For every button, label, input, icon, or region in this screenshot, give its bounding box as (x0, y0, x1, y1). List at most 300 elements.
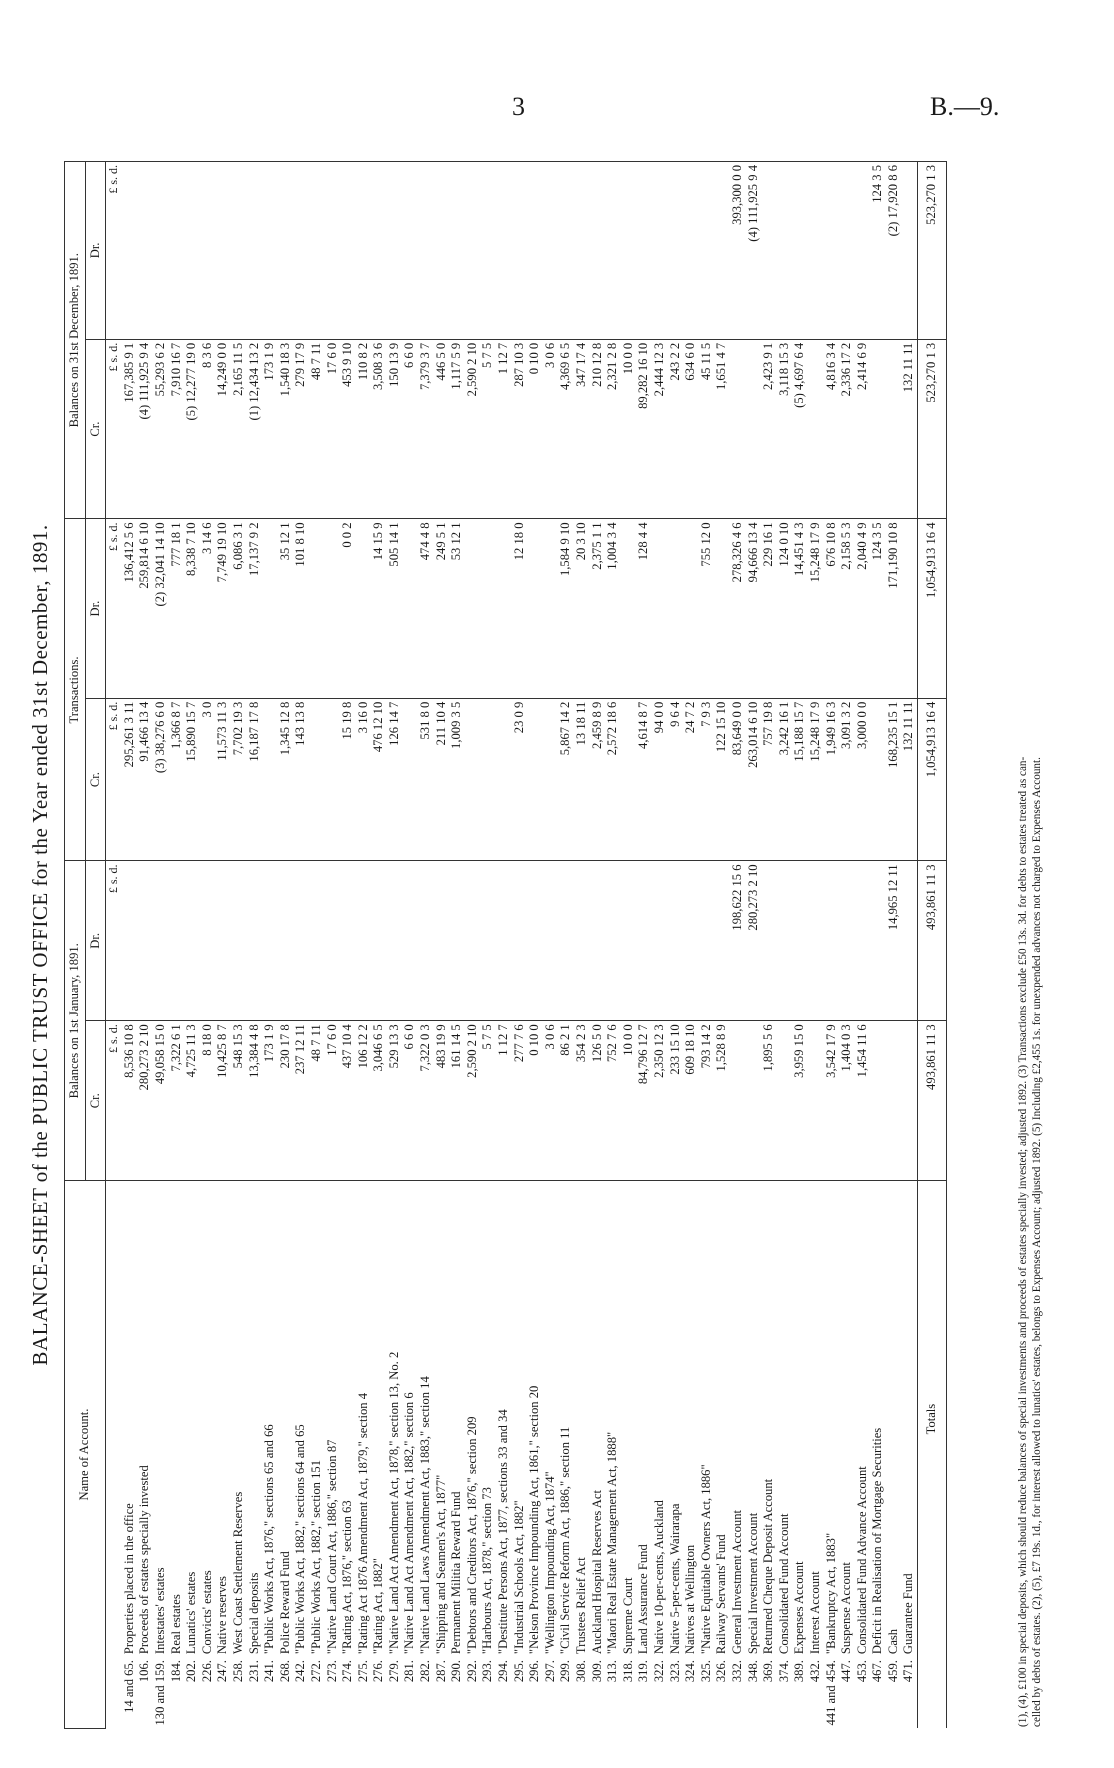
amount-ccr: 287 10 3 (512, 339, 528, 519)
amount-tcr: 476 12 10 (371, 698, 387, 861)
amount-ocr: 4,725 11 3 (184, 1021, 200, 1181)
amount-odr (356, 861, 372, 1021)
table-row (730, 162, 746, 1729)
amount-odr (543, 861, 559, 1021)
account-number: 14 and 65. (121, 1660, 136, 1713)
table-row (356, 162, 372, 1729)
amount-ocr: 10 0 0 (621, 1021, 637, 1181)
amount-cdr (792, 162, 808, 340)
amount-tdr (262, 519, 278, 698)
account-number: 325. (698, 1660, 713, 1683)
account-name: Consolidated Fund Account (776, 1513, 791, 1655)
account-number: 184. (168, 1660, 183, 1683)
amount-tcr: 531 8 0 (418, 698, 434, 861)
cr-header: Cr. (85, 339, 106, 519)
amount-ccr: 150 13 9 (387, 339, 403, 519)
amount-tcr: 15,188 15 7 (792, 698, 808, 861)
amount-ccr: 2,321 2 8 (605, 339, 621, 519)
account-number: 322. (651, 1660, 666, 1683)
amount-ocr: 529 13 3 (387, 1021, 403, 1181)
amount-ccr: 173 1 9 (262, 339, 278, 519)
amount-cdr (512, 162, 528, 340)
amount-tdr (652, 519, 668, 698)
amount-tdr: 3 14 6 (200, 519, 216, 698)
amount-odr: 14,965 12 11 (886, 861, 902, 1021)
amount-ocr (777, 1021, 793, 1181)
amount-ocr: 13,384 4 8 (247, 1021, 263, 1181)
account-number: 281. (402, 1660, 417, 1683)
name-header: Name of Account. (65, 1181, 106, 1729)
amount-cdr (184, 162, 200, 340)
amount-ccr: 7,910 16 7 (169, 339, 185, 519)
table-row (558, 162, 574, 1729)
account-name: Proceeds of estates specially invested (137, 1465, 152, 1655)
amount-tdr (621, 519, 637, 698)
amount-ocr: 6 6 0 (402, 1021, 418, 1181)
table-row (137, 162, 153, 1729)
amount-ocr (730, 1021, 746, 1181)
account-name: "Industrial Schools Act, 1882" (511, 1500, 526, 1655)
account-number: 293. (480, 1660, 495, 1683)
amount-ccr: 3,508 3 6 (371, 339, 387, 519)
table-row (153, 162, 169, 1729)
opening-balances-header: Balances on 1st January, 1891. (65, 861, 86, 1181)
account-number: 276. (371, 1660, 386, 1683)
amount-ccr: 110 8 2 (356, 339, 372, 519)
amount-odr (434, 861, 450, 1021)
table-row (839, 162, 855, 1729)
table-row (434, 162, 450, 1729)
amount-ccr: 1,117 5 9 (449, 339, 465, 519)
amount-odr (839, 861, 855, 1021)
amount-cdr (465, 162, 481, 340)
amount-ccr: 132 11 11 (901, 339, 917, 519)
amount-cdr (449, 162, 465, 340)
amount-ccr: 279 17 9 (293, 339, 309, 519)
amount-odr (652, 861, 668, 1021)
account-number: 241. (262, 1660, 277, 1683)
amount-odr (590, 861, 606, 1021)
amount-ocr: 161 14 5 (449, 1021, 465, 1181)
amount-ocr: 1,895 5 6 (761, 1021, 777, 1181)
amount-tcr (870, 698, 886, 861)
amount-tcr: 15,890 15 7 (184, 698, 200, 861)
account-number: 453. (854, 1660, 869, 1683)
account-number: 441 and 454. (823, 1660, 838, 1726)
amount-cdr (278, 162, 294, 340)
table-row (512, 162, 528, 1729)
amount-tdr (683, 519, 699, 698)
amount-tdr (714, 519, 730, 698)
amount-tdr: 128 4 4 (636, 519, 652, 698)
amount-tdr: 249 5 1 (434, 519, 450, 698)
amount-ccr: 453 9 10 (340, 339, 356, 519)
account-number: 258. (230, 1660, 245, 1683)
amount-cdr (855, 162, 871, 340)
units-label: £ s. d. (106, 162, 122, 340)
amount-tcr: 1,345 12 8 (278, 698, 294, 861)
account-name: Auckland Hospital Reserves Act (589, 1490, 604, 1655)
amount-ccr: 5 7 5 (480, 339, 496, 519)
amount-tcr: 3,000 0 0 (855, 698, 871, 861)
amount-tdr: 2,158 5 3 (839, 519, 855, 698)
amount-cdr (824, 162, 840, 340)
amount-tdr (356, 519, 372, 698)
account-number: 319. (636, 1660, 651, 1683)
amount-odr (247, 861, 263, 1021)
amount-tcr: 263,014 6 10 (746, 698, 762, 861)
table-row (402, 162, 418, 1729)
amount-tcr: 295,261 3 11 (122, 698, 138, 861)
account-name: Guarantee Fund (901, 1573, 916, 1655)
table-row (761, 162, 777, 1729)
amount-ccr: 2,590 2 10 (465, 339, 481, 519)
account-number: 106. (137, 1660, 152, 1683)
transactions-header: Transactions. (65, 519, 86, 861)
page-code: B.—9. (930, 92, 1000, 121)
footnote: celled by debts of estates. (2), (5), £7 19s. 1d., for interest allowed to lunatics' estates, belongs to Expenses Account; adjusted 1892. (5) Including £2,455 1s. for unexpended advances not charged to Expenses Account. (1031, 757, 1043, 1727)
amount-tdr (543, 519, 559, 698)
table-row (901, 162, 917, 1729)
amount-tcr (621, 698, 637, 861)
amount-tcr: 15,248 17 9 (808, 698, 824, 861)
account-name: "Public Works Act, 1882," sections 64 and 65 (293, 1424, 308, 1655)
amount-ccr: 6 6 0 (402, 339, 418, 519)
account-number: 324. (683, 1660, 698, 1683)
table-row (824, 162, 840, 1729)
amount-tcr: 9 6 4 (668, 698, 684, 861)
amount-odr (465, 861, 481, 1021)
table-row (122, 162, 138, 1729)
amount-cdr (621, 162, 637, 340)
table-row (200, 162, 216, 1729)
amount-cdr (574, 162, 590, 340)
table-row (527, 162, 543, 1729)
amount-ccr: 10 0 0 (621, 339, 637, 519)
amount-tdr: 15,248 17 9 (808, 519, 824, 698)
cr-header: Cr. (85, 698, 106, 861)
account-number: 272. (308, 1660, 323, 1683)
amount-ccr: 2,165 11 5 (231, 339, 247, 519)
amount-ccr: 2,414 6 9 (855, 339, 871, 519)
account-name: "Wellington Impounding Act, 1874" (542, 1471, 557, 1655)
account-number: 268. (277, 1660, 292, 1683)
total-ccr: 523,270 1 3 (918, 339, 947, 519)
account-number: 130 and 159. (152, 1660, 167, 1726)
account-name: Cash (885, 1628, 900, 1655)
amount-tdr: 101 8 10 (293, 519, 309, 698)
amount-ccr: (5) 4,697 6 4 (792, 339, 808, 519)
amount-tdr: 505 14 1 (387, 519, 403, 698)
amount-ocr: 609 18 10 (683, 1021, 699, 1181)
amount-ocr (746, 1021, 762, 1181)
amount-tcr (402, 698, 418, 861)
amount-cdr (901, 162, 917, 340)
amount-odr (808, 861, 824, 1021)
amount-ocr: 3 0 6 (543, 1021, 559, 1181)
account-number: 299. (558, 1660, 573, 1683)
table-row (340, 162, 356, 1729)
amount-ccr: 1,651 4 7 (714, 339, 730, 519)
amount-ocr: 354 2 3 (574, 1021, 590, 1181)
amount-ocr: 173 1 9 (262, 1021, 278, 1181)
table-row (278, 162, 294, 1729)
account-number: 296. (527, 1660, 542, 1683)
amount-tcr: 2,459 8 9 (590, 698, 606, 861)
account-name: Consolidated Fund Advance Account (854, 1466, 869, 1655)
amount-ocr: 86 2 1 (558, 1021, 574, 1181)
amount-odr (169, 861, 185, 1021)
account-name: Expenses Account (792, 1561, 807, 1655)
units-label: £ s. d. (106, 698, 122, 861)
amount-ocr: 1,454 11 6 (855, 1021, 871, 1181)
amount-tcr: 3 0 (200, 698, 216, 861)
amount-ccr (886, 339, 902, 519)
account-name: Police Reward Fund (277, 1551, 292, 1655)
amount-cdr (480, 162, 496, 340)
account-number: 297. (542, 1660, 557, 1683)
amount-ocr: 1,404 0 3 (839, 1021, 855, 1181)
table-row (777, 162, 793, 1729)
amount-tcr: 7,702 19 3 (231, 698, 247, 861)
amount-tcr (496, 698, 512, 861)
amount-ocr: 233 15 10 (668, 1021, 684, 1181)
amount-tdr (901, 519, 917, 698)
total-odr: 493,861 11 3 (918, 861, 947, 1021)
amount-tdr (480, 519, 496, 698)
amount-cdr: 393,300 0 0 (730, 162, 746, 340)
totals-label: Totals (918, 1181, 947, 1658)
amount-cdr (777, 162, 793, 340)
amount-tcr: 23 0 9 (512, 698, 528, 861)
account-number: 308. (574, 1660, 588, 1683)
amount-cdr (683, 162, 699, 340)
table-row (262, 162, 278, 1729)
account-number: 389. (792, 1660, 807, 1683)
amount-ccr: 1,540 18 3 (278, 339, 294, 519)
amount-tcr (309, 698, 325, 861)
amount-odr (340, 861, 356, 1021)
amount-cdr: (4) 111,925 9 4 (746, 162, 762, 340)
amount-tcr: (3) 38,276 6 0 (153, 698, 169, 861)
amount-odr (184, 861, 200, 1021)
amount-odr (418, 861, 434, 1021)
amount-odr (855, 861, 871, 1021)
units-label: £ s. d. (106, 861, 122, 1021)
table-row (870, 162, 886, 1729)
balance-table (64, 161, 947, 1729)
amount-ocr: 8 18 0 (200, 1021, 216, 1181)
units-label: £ s. d. (106, 519, 122, 698)
amount-cdr (169, 162, 185, 340)
amount-ccr (730, 339, 746, 519)
amount-odr (824, 861, 840, 1021)
amount-ocr: 793 14 2 (699, 1021, 715, 1181)
amount-odr (480, 861, 496, 1021)
amount-odr (621, 861, 637, 1021)
amount-tdr: 20 3 10 (574, 519, 590, 698)
amount-tdr (527, 519, 543, 698)
amount-cdr (200, 162, 216, 340)
account-name: Railway Servants' Fund (714, 1534, 729, 1655)
amount-tcr: 13 18 11 (574, 698, 590, 861)
account-name: "Native Land Act Amendment Act, 1878," section 13, No. 2 (386, 1351, 401, 1655)
amount-odr (761, 861, 777, 1021)
amount-tcr (480, 698, 496, 861)
amount-ccr: 4,816 3 4 (824, 339, 840, 519)
account-number: 247. (215, 1660, 230, 1683)
amount-tdr: 124 0 10 (777, 519, 793, 698)
amount-ocr: 5 7 5 (480, 1021, 496, 1181)
page-title: BALANCE-SHEET of the PUBLIC TRUST OFFICE for the Year ended 31st December, 1891. (28, 524, 52, 1366)
amount-tcr: 757 19 8 (761, 698, 777, 861)
table-row (855, 162, 871, 1729)
amount-ocr: 3,542 17 9 (824, 1021, 840, 1181)
total-ocr: 493,861 11 3 (918, 1021, 947, 1181)
amount-ccr: (5) 12,277 19 0 (184, 339, 200, 519)
account-name: "Public Works Act, 1876," sections 65 and 66 (262, 1424, 277, 1655)
amount-odr (558, 861, 574, 1021)
amount-ccr: 17 6 0 (325, 339, 341, 519)
table-row (652, 162, 668, 1729)
amount-tcr: 143 13 8 (293, 698, 309, 861)
closing-balances-header: Balances on 31st December, 1891. (65, 162, 86, 519)
amount-ccr: 45 11 5 (699, 339, 715, 519)
amount-cdr (122, 162, 138, 340)
account-name: Properties placed in the office (121, 1503, 136, 1655)
account-name: Natives at Wellington (683, 1544, 698, 1655)
amount-odr (200, 861, 216, 1021)
amount-tcr: 1,009 3 5 (449, 698, 465, 861)
table-row (668, 162, 684, 1729)
amount-cdr (309, 162, 325, 340)
amount-odr (371, 861, 387, 1021)
amount-cdr (434, 162, 450, 340)
amount-odr (215, 861, 231, 1021)
amount-cdr (590, 162, 606, 340)
amount-ocr: 7,322 6 1 (169, 1021, 185, 1181)
amount-ccr: 55,293 6 2 (153, 339, 169, 519)
amount-odr (137, 861, 153, 1021)
amount-odr (527, 861, 543, 1021)
amount-ocr: 1 12 7 (496, 1021, 512, 1181)
amount-cdr (325, 162, 341, 340)
amount-ocr: 106 12 2 (356, 1021, 372, 1181)
amount-cdr (543, 162, 559, 340)
amount-odr (683, 861, 699, 1021)
account-number: 432. (807, 1660, 822, 1683)
total-tdr: 1,054,913 16 4 (918, 519, 947, 698)
account-name: "Harbours Act, 1878," section 73 (480, 1487, 495, 1655)
account-number: 309. (589, 1660, 604, 1683)
amount-tdr: (2) 32,041 14 10 (153, 519, 169, 698)
footnotes (1016, 167, 1044, 1727)
account-number: 290. (449, 1660, 464, 1683)
amount-tdr: 777 18 1 (169, 519, 185, 698)
table-row (746, 162, 762, 1729)
amount-ocr: 437 10 4 (340, 1021, 356, 1181)
amount-ocr: 8,536 10 8 (122, 1021, 138, 1181)
amount-tdr: 94,666 13 4 (746, 519, 762, 698)
amount-tdr: 2,375 1 1 (590, 519, 606, 698)
table-row (309, 162, 325, 1729)
amount-odr (901, 861, 917, 1021)
amount-tdr (309, 519, 325, 698)
amount-ocr: 17 6 0 (325, 1021, 341, 1181)
amount-cdr (668, 162, 684, 340)
amount-cdr (496, 162, 512, 340)
amount-tcr (262, 698, 278, 861)
account-name: "Rating Act, 1876," section 63 (340, 1500, 355, 1655)
amount-cdr: (2) 17,920 8 6 (886, 162, 902, 340)
amount-cdr (231, 162, 247, 340)
amount-ccr: 8 3 6 (200, 339, 216, 519)
amount-ocr: 10,425 8 7 (215, 1021, 231, 1181)
account-name: "Rating Act 1876 Amendment Act, 1879," section 4 (355, 1392, 370, 1655)
amount-tcr: 168,235 15 1 (886, 698, 902, 861)
amount-odr (792, 861, 808, 1021)
amount-cdr (371, 162, 387, 340)
table-row (293, 162, 309, 1729)
amount-ocr: 1,528 8 9 (714, 1021, 730, 1181)
amount-odr (574, 861, 590, 1021)
amount-odr (714, 861, 730, 1021)
amount-tdr: 1,584 9 10 (558, 519, 574, 698)
amount-cdr (652, 162, 668, 340)
units-label: £ s. d. (106, 339, 122, 519)
account-name: "Bankruptcy Act, 1883" (823, 1532, 838, 1655)
amount-tcr: 3 16 0 (356, 698, 372, 861)
amount-cdr (137, 162, 153, 340)
amount-ocr: 280,273 2 10 (137, 1021, 153, 1181)
amount-tdr: 1,004 3 4 (605, 519, 621, 698)
table-row (215, 162, 231, 1729)
amount-ccr (808, 339, 824, 519)
account-name: Native reserves (215, 1576, 230, 1655)
amount-ocr: 277 7 6 (512, 1021, 528, 1181)
amount-odr (668, 861, 684, 1021)
account-name: "Native Equitable Owners Act, 1886" (698, 1464, 713, 1655)
amount-ocr: 2,590 2 10 (465, 1021, 481, 1181)
amount-ccr (746, 339, 762, 519)
amount-cdr (356, 162, 372, 340)
amount-tcr: 1,949 16 3 (824, 698, 840, 861)
amount-cdr (761, 162, 777, 340)
footnote: (1), (4), £100 in special deposits, which should reduce balances of special investments and proceeds of estates specially invested; adjusted 1892. (3) Transactions exclude £50 13s. 3d. for debts to estates treated as can- (1017, 756, 1029, 1727)
account-number: 273. (324, 1660, 339, 1683)
amount-ocr: 48 7 11 (309, 1021, 325, 1181)
account-name: Special Investment Account (745, 1512, 760, 1655)
amount-tdr: 0 0 2 (340, 519, 356, 698)
amount-tcr: 3,242 16 1 (777, 698, 793, 861)
amount-ccr: 7,379 3 7 (418, 339, 434, 519)
amount-cdr (808, 162, 824, 340)
table-row (714, 162, 730, 1729)
amount-tcr: 122 15 10 (714, 698, 730, 861)
amount-odr (309, 861, 325, 1021)
amount-ocr: 752 7 6 (605, 1021, 621, 1181)
amount-tcr (325, 698, 341, 861)
amount-tcr (465, 698, 481, 861)
account-name: Real estates (168, 1594, 183, 1655)
amount-ccr: (4) 111,925 9 4 (137, 339, 153, 519)
account-name: West Coast Settlement Reserves (230, 1491, 245, 1655)
amount-tdr: 12 18 0 (512, 519, 528, 698)
amount-tdr: 53 12 1 (449, 519, 465, 698)
amount-tdr: 755 12 0 (699, 519, 715, 698)
account-number: 459. (885, 1660, 900, 1683)
account-number: 318. (620, 1660, 635, 1683)
